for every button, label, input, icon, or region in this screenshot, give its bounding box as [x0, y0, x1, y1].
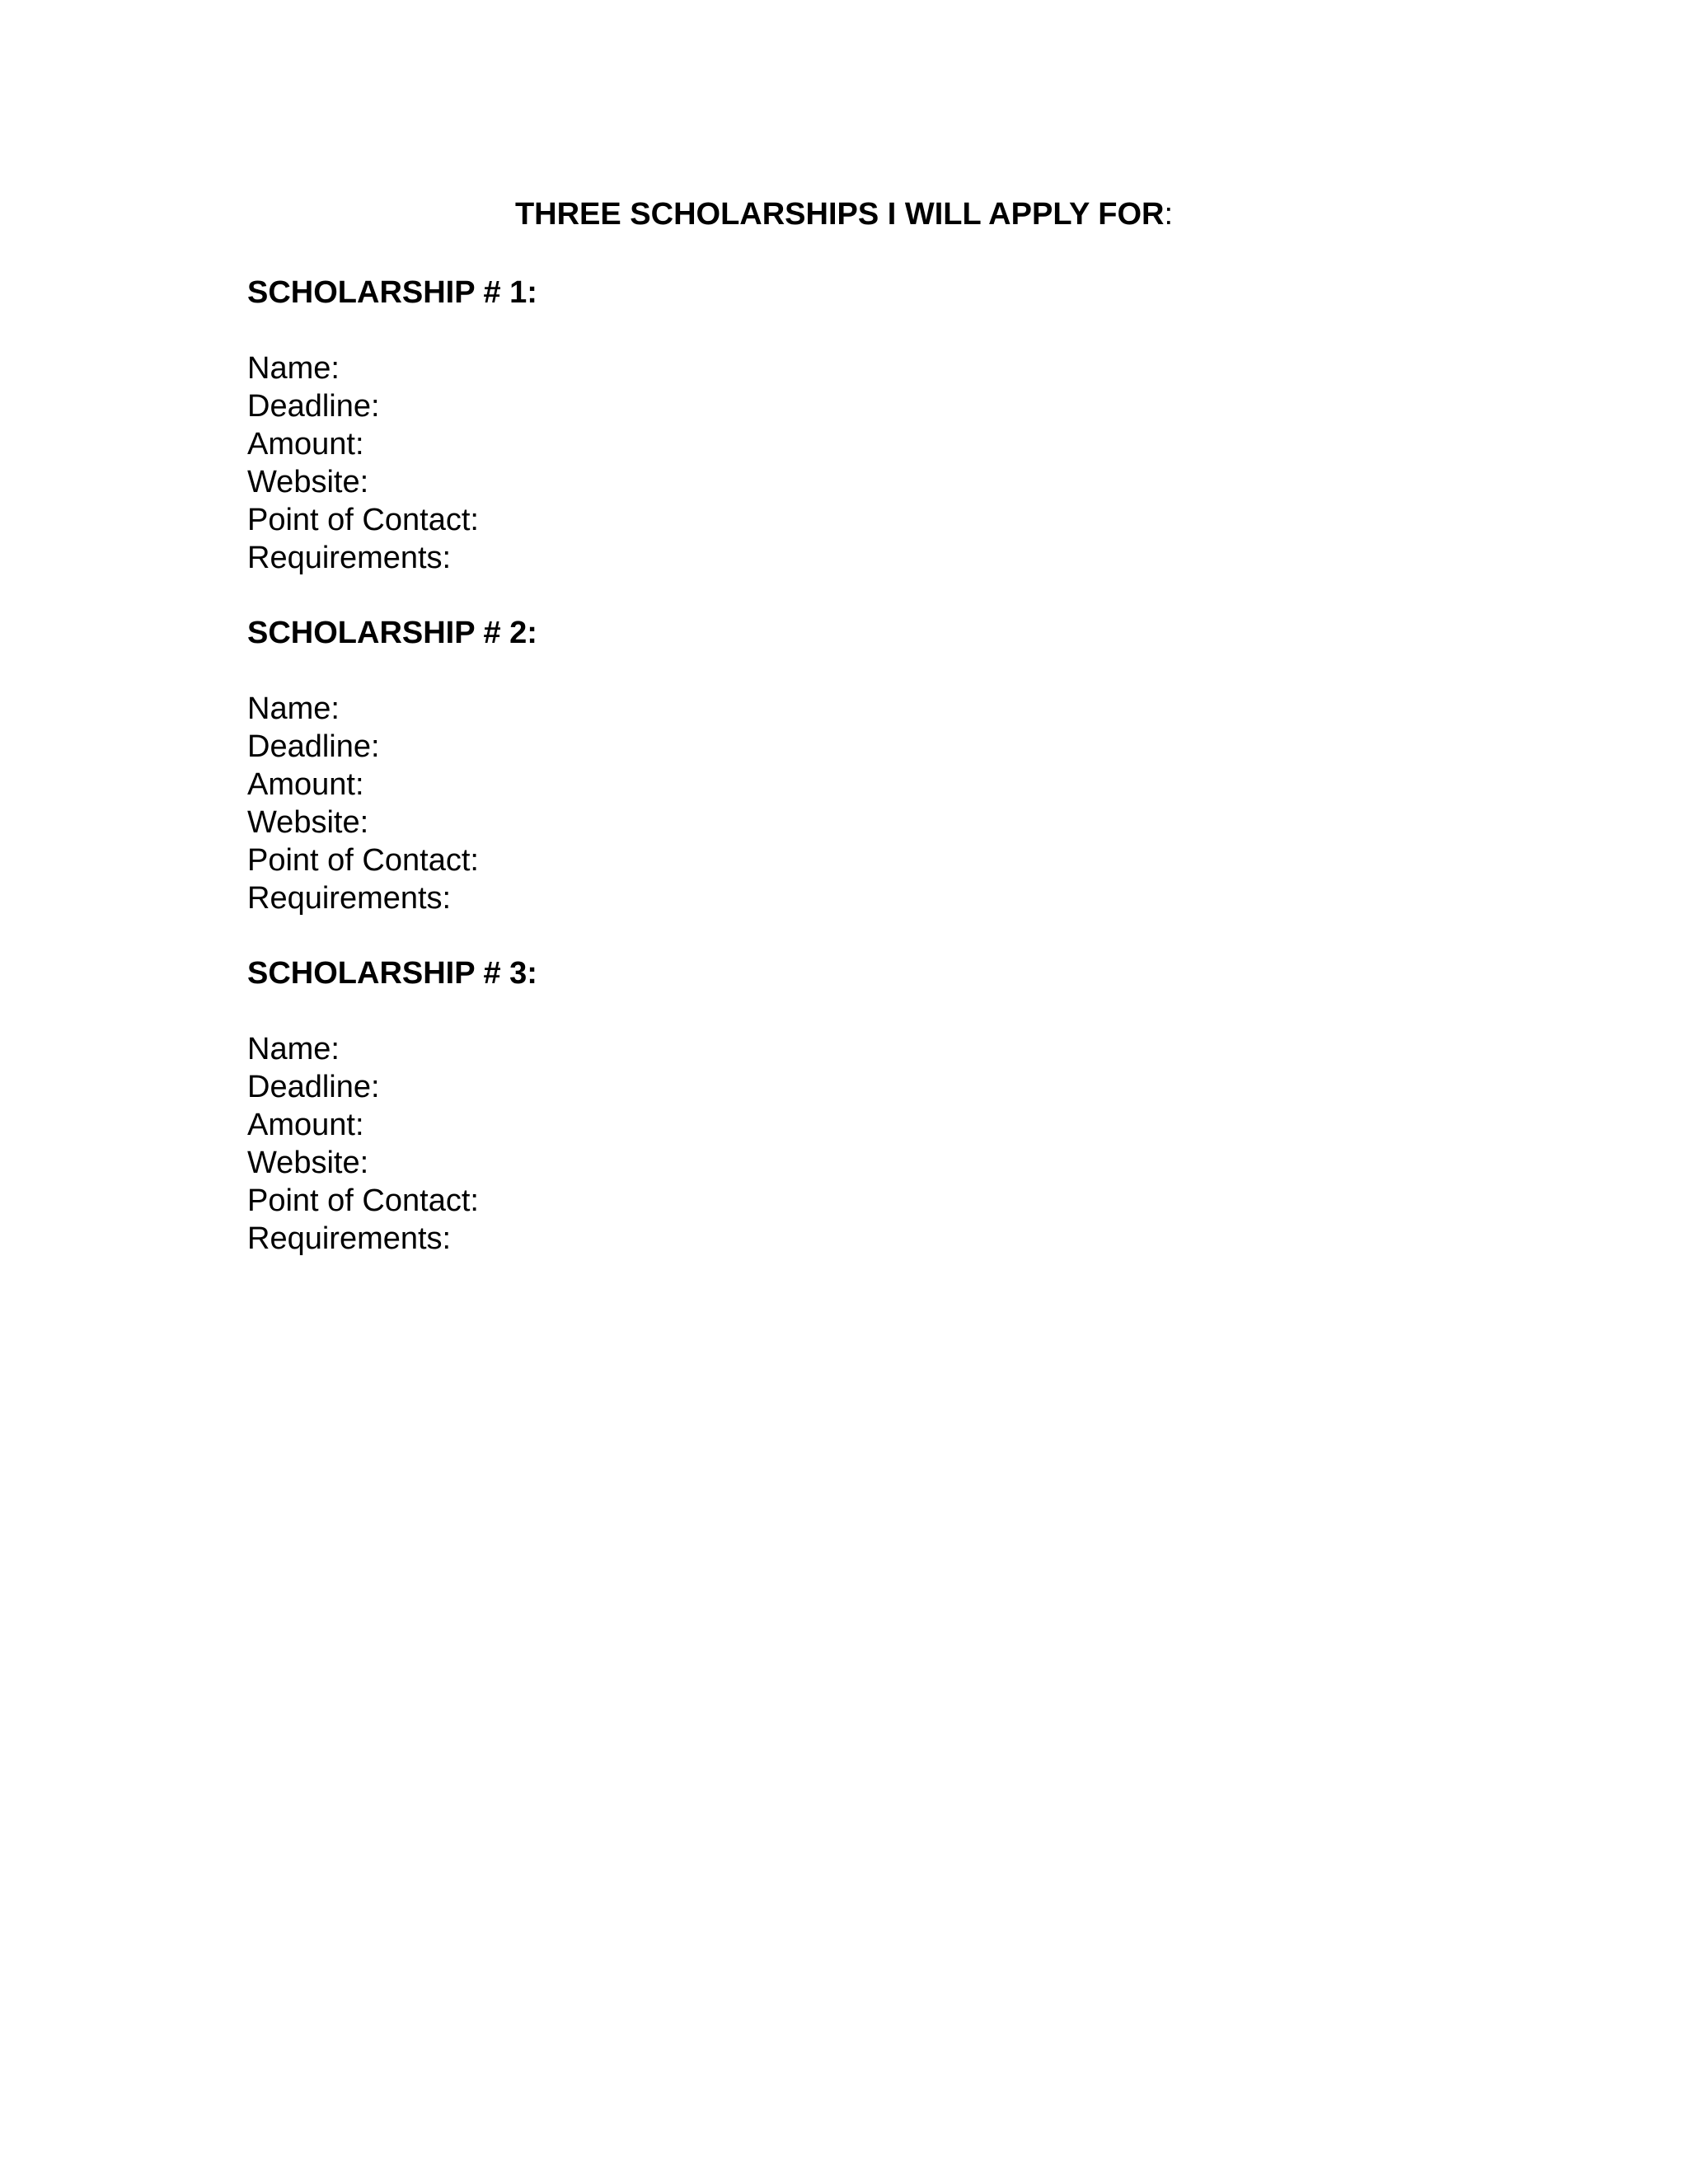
document-title-colon: :: [1164, 197, 1174, 232]
website-label: Website:: [247, 805, 369, 840]
amount-label: Amount:: [247, 767, 364, 802]
scholarship-section-1: [247, 274, 1401, 577]
requirements-label: Requirements:: [247, 881, 452, 916]
requirements-label: Requirements:: [247, 541, 452, 575]
field-list: [247, 1030, 1401, 1258]
point-of-contact-label: Point of Contact:: [247, 843, 479, 878]
amount-label: Amount:: [247, 1108, 364, 1142]
deadline-label: Deadline:: [247, 389, 380, 424]
document-title: [0, 193, 1688, 236]
name-label: Name:: [247, 1032, 340, 1066]
field-list: [247, 349, 1401, 577]
document-title-text: THREE SCHOLARSHIPS I WILL APPLY FOR: [514, 197, 1165, 232]
requirements-label: Requirements:: [247, 1221, 452, 1256]
point-of-contact-label: Point of Contact:: [247, 503, 479, 537]
section-heading: SCHOLARSHIP # 2:: [247, 616, 537, 650]
scholarship-section-2: [247, 614, 1401, 917]
website-label: Website:: [247, 1146, 369, 1180]
name-label: Name:: [247, 691, 340, 726]
amount-label: Amount:: [247, 427, 364, 462]
scholarship-section-3: [247, 954, 1401, 1258]
section-heading: SCHOLARSHIP # 3:: [247, 956, 537, 991]
name-label: Name:: [247, 351, 340, 386]
deadline-label: Deadline:: [247, 729, 380, 764]
website-label: Website:: [247, 465, 369, 499]
deadline-label: Deadline:: [247, 1070, 380, 1104]
field-list: [247, 690, 1401, 917]
point-of-contact-label: Point of Contact:: [247, 1183, 479, 1218]
section-heading: SCHOLARSHIP # 1:: [247, 275, 537, 310]
